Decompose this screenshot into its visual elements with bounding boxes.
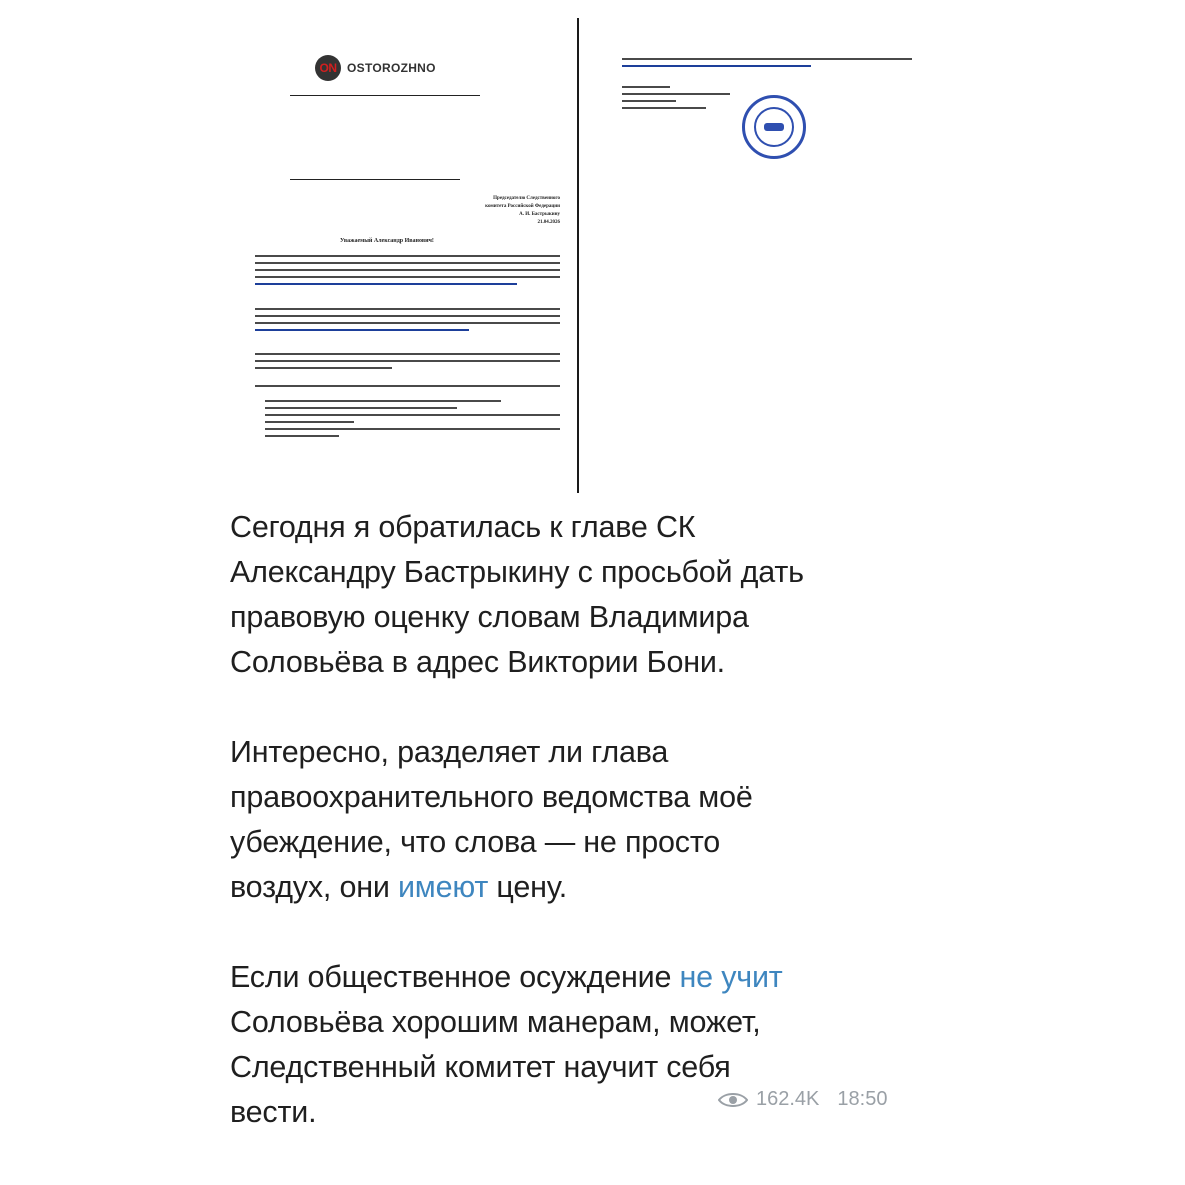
post-text-span: цену. bbox=[488, 870, 568, 904]
post-line bbox=[230, 865, 930, 910]
salutation: Уважаемый Александр Иванович! bbox=[340, 238, 434, 244]
addressee-line: комитета Российской Федерации bbox=[485, 204, 560, 209]
post-meta bbox=[718, 1088, 887, 1111]
eye-icon bbox=[718, 1092, 748, 1108]
post-message bbox=[230, 505, 930, 1135]
post-line: Интересно, разделяет ли глава bbox=[230, 735, 669, 769]
addressee-line: Председателю Следственного bbox=[493, 196, 560, 201]
document-list bbox=[265, 400, 560, 442]
inline-link-ne-uchit[interactable]: не учит bbox=[679, 960, 783, 994]
addressee-line: А. И. Бастрыкину bbox=[519, 212, 560, 217]
post-text-span: воздух, они bbox=[230, 870, 398, 904]
view-count: 162.4K bbox=[756, 1088, 820, 1110]
document-paragraph bbox=[255, 353, 560, 374]
document-paragraph bbox=[255, 385, 560, 392]
post-line bbox=[230, 955, 930, 1000]
document-paragraph bbox=[255, 308, 560, 336]
logo-text: OSTOROZHNO bbox=[347, 61, 436, 75]
post-line: Александру Бастрыкину с просьбой дать bbox=[230, 555, 804, 589]
post-line: убеждение, что слова — не просто bbox=[230, 825, 721, 859]
logo-mark: ON bbox=[315, 55, 341, 81]
post-line: правоохранительного ведомства моё bbox=[230, 780, 753, 814]
addressee-line: 21.04.2026 bbox=[537, 220, 560, 225]
document-paragraph bbox=[255, 255, 560, 290]
post-text-span: Если общественное осуждение bbox=[230, 960, 680, 994]
post-line: Соловьёва хорошим манерам, может, bbox=[230, 1005, 761, 1039]
addressee-block bbox=[410, 195, 560, 227]
signature-block bbox=[622, 86, 742, 114]
ostorozhno-logo bbox=[315, 55, 436, 81]
post-line: вести. bbox=[230, 1095, 317, 1129]
document-page-left bbox=[255, 55, 560, 475]
document-divider bbox=[577, 18, 579, 493]
stamp-seal bbox=[742, 95, 806, 159]
letterhead-rule bbox=[290, 179, 460, 180]
post-time: 18:50 bbox=[837, 1088, 888, 1110]
letterhead-rule bbox=[290, 95, 480, 96]
inline-link-imeyut[interactable]: имеют bbox=[397, 870, 489, 904]
post-line: Следственный комитет научит себя bbox=[230, 1050, 731, 1084]
post-line: правовую оценку словам Владимира bbox=[230, 600, 749, 634]
post-line: Соловьёва в адрес Виктории Бони. bbox=[230, 645, 725, 679]
post-line: Сегодня я обратилась к главе СК bbox=[230, 510, 696, 544]
document-paragraph bbox=[622, 58, 912, 72]
